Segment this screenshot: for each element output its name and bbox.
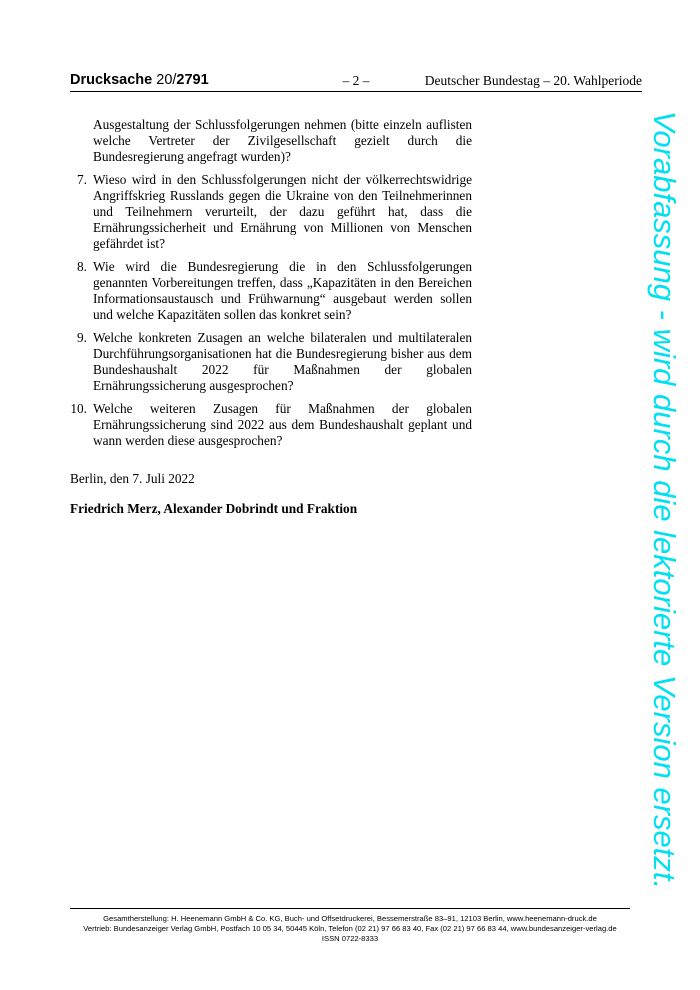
question-text: Wie wird die Bundesregierung die in den Schlussfolgerungen genannten Vorbereitungen treffen, dass „Kapazitäten in den Bereichen Informationsaustausch und Frühwarnung“ ausgebaut werden sollen und welche Kapazitäten sollen das konkret sein? xyxy=(93,259,472,322)
footer-issn: ISSN 0722-8333 xyxy=(321,934,379,943)
question-item xyxy=(70,401,472,449)
main-content xyxy=(70,117,472,517)
doc-number: 2791 xyxy=(176,72,209,88)
page-number: – 2 – xyxy=(342,73,370,88)
question-number: 10. xyxy=(70,401,87,416)
footer-printer: Gesamtherstellung: H. Heenemann GmbH & Co. KG, Buch- und Offsetdruckerei, Bessemerstraße 83–91, 12103 Berlin, www.heenemann-druck.de xyxy=(103,914,597,923)
doc-number-prefix: 20/ xyxy=(156,72,177,88)
footer-distributor: Vertrieb: Bundesanzeiger Verlag GmbH, Postfach 10 05 34, 50445 Köln, Telefon (02 21) 97 66 83 40, Fax (02 21) 97 66 83 44, www.bundesanzeiger-verlag.de xyxy=(83,924,617,933)
signatories: Friedrich Merz, Alexander Dobrindt und Fraktion xyxy=(70,501,358,516)
continuation-paragraph xyxy=(70,117,472,165)
draft-watermark: Vorabfassung - wird durch die lektorierte Version ersetzt. xyxy=(647,110,682,890)
place-date: Berlin, den 7. Juli 2022 xyxy=(70,471,195,486)
question-item xyxy=(70,172,472,252)
question-text: Welche konkreten Zusagen an welche bilateralen und multilateralen Durchführungsorganisationen hat die Bundesregierung bisher aus dem Bundeshaushalt 2022 für Maßnahmen der globalen Ernährungssicherung ausgesprochen? xyxy=(93,330,472,393)
parliament-label: Deutscher Bundestag – 20. Wahlperiode xyxy=(424,73,642,88)
question-number: 8. xyxy=(77,259,87,274)
question-text: Wieso wird in den Schlussfolgerungen nicht der völkerrechtswidrige Angriffskrieg Russlands gegen die Ukraine von den Teilnehmerinnen und Teilnehmern verurteilt, der dazu geführt hat, dass die Ernährungssicherheit und Ernährung von Millionen von Menschen gefährdet ist? xyxy=(93,172,472,251)
question-item xyxy=(70,259,472,323)
doc-label: Drucksache xyxy=(70,72,153,88)
continuation-text: Ausgestaltung der Schlussfolgerungen nehmen (bitte einzeln auflisten welche Vertreter der Zivilgesellschaft gezielt durch die Bundesregierung angefragt wurden)? xyxy=(93,117,472,164)
question-item xyxy=(70,330,472,394)
question-number: 9. xyxy=(77,330,87,345)
footer-divider xyxy=(70,908,630,909)
question-number: 7. xyxy=(77,172,87,187)
question-text: Welche weiteren Zusagen für Maßnahmen der globalen Ernährungssicherung sind 2022 aus dem Bundeshaushalt geplant und wann werden diese ausgesprochen? xyxy=(93,401,472,448)
page-header xyxy=(70,71,642,92)
page-footer xyxy=(70,914,630,944)
